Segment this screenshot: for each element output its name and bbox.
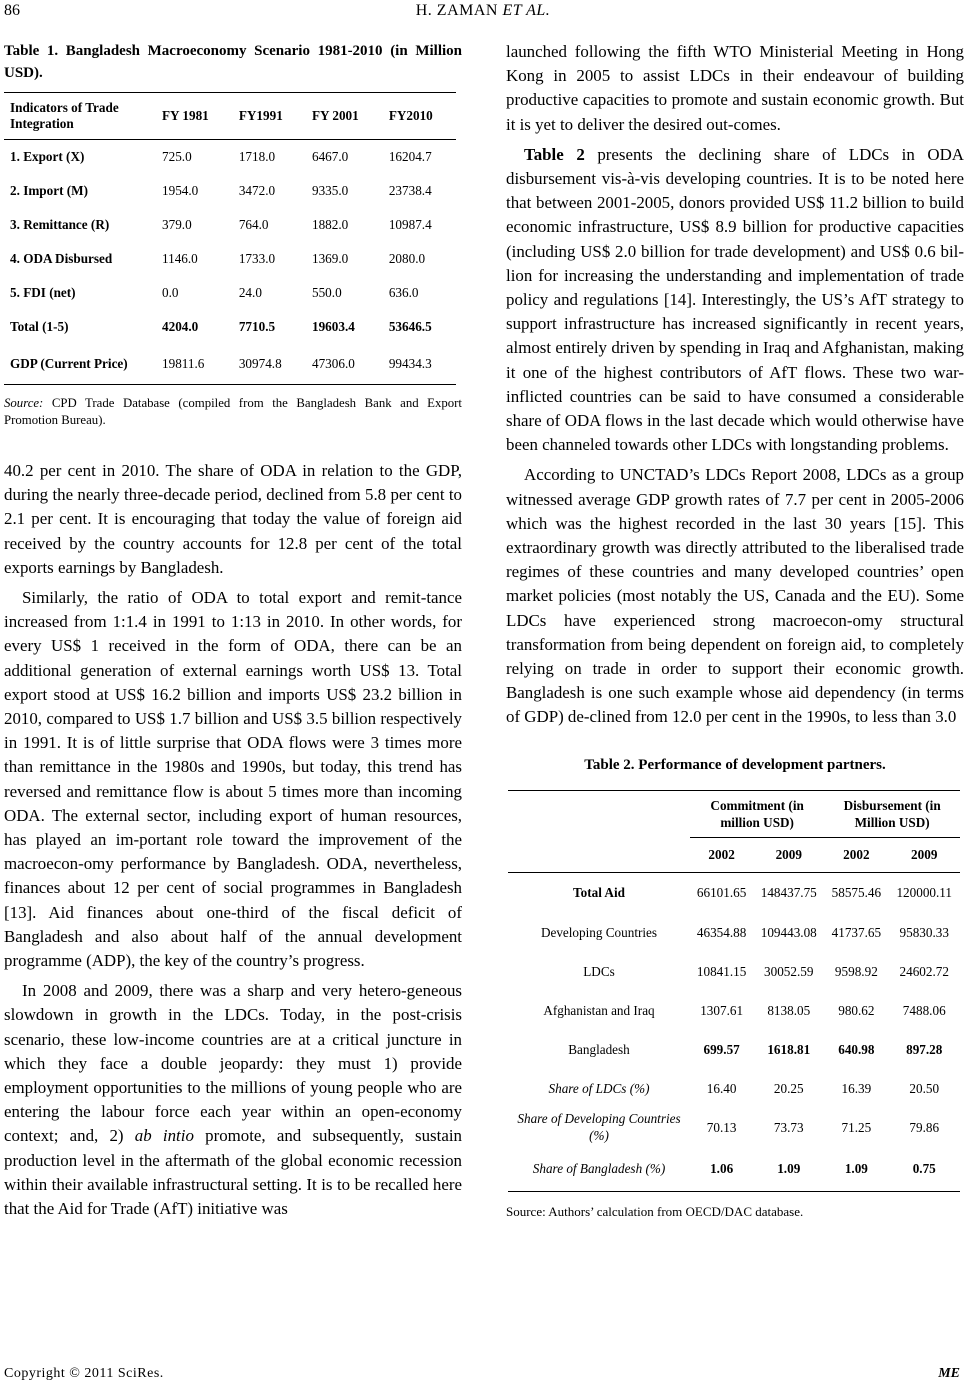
table2-year-header: 2002 <box>690 837 753 872</box>
table2-cell: 73.73 <box>773 1119 804 1135</box>
table2-cell: 0.75 <box>888 1147 960 1192</box>
table1-cell: 1882.0 <box>311 217 349 232</box>
table-row <box>508 952 960 991</box>
table2-cell: 120000.11 <box>896 885 952 901</box>
table1-cell: 19811.6 <box>156 344 233 385</box>
table2-cell: 10841.15 <box>696 963 747 979</box>
running-title <box>0 2 966 20</box>
table1-cell: 2. Import (M) <box>10 183 89 198</box>
running-title-authors: H. ZAMAN <box>415 2 498 19</box>
table-row <box>508 913 960 952</box>
table1-source-label: Source: <box>4 396 44 410</box>
table2-cell: 640.98 <box>838 1041 875 1057</box>
table2-row-label: Share of LDCs (%) <box>548 1080 650 1096</box>
table2-cell: 24602.72 <box>899 963 949 979</box>
table2-cell: 30052.59 <box>764 963 814 979</box>
table-row <box>508 1108 960 1147</box>
table1-cell: 1. Export (X) <box>10 149 85 164</box>
table1-cell: 1146.0 <box>162 251 198 266</box>
table1-cell: 2080.0 <box>388 251 426 266</box>
table1-cell: 636.0 <box>388 285 419 300</box>
running-title-etal: ET AL. <box>502 2 551 19</box>
table2-caption: Table 2. Performance of development partners. <box>584 756 886 773</box>
table1-cell: 6467.0 <box>311 149 349 164</box>
table1-col-header: FY 1981 <box>156 93 233 140</box>
right-column <box>506 40 964 1220</box>
table2-row-label: Share of Developing Countries (%) <box>517 1111 681 1144</box>
paragraph <box>506 143 964 458</box>
table-row <box>4 344 456 385</box>
table2-cell: 109443.08 <box>760 924 817 940</box>
paragraph: launched following the fifth WTO Ministerial Meeting in Hong Kong in 2005 to assist LDCs in their endeavour of building productive capacities to promote and sustain economic growth. But it is yet to deliver the desired out-comes. <box>506 42 964 134</box>
table-row <box>508 872 960 913</box>
table1-cell: 1718.0 <box>238 149 276 164</box>
table2-group-header: Commitment (in million USD) <box>690 790 824 837</box>
page-footer <box>0 1366 966 1386</box>
table2-row-label: Afghanistan and Iraq <box>543 1002 655 1018</box>
table2-year-header: 2002 <box>824 837 888 872</box>
table1-cell: 379.0 <box>162 217 192 232</box>
table1-cell: 99434.3 <box>383 344 456 385</box>
copyright-text: Copyright © 2011 SciRes. <box>4 1366 164 1381</box>
left-column <box>4 40 462 1221</box>
table1-cell: 23738.4 <box>388 183 432 198</box>
table2-source: Source: Authors’ calculation from OECD/DAC database. <box>506 1203 804 1219</box>
table-row <box>4 242 456 276</box>
table2-cell: 9598.92 <box>834 963 878 979</box>
left-body-text <box>4 459 462 1221</box>
table2-cell: 58575.46 <box>831 885 882 901</box>
table2-row-label: Bangladesh <box>568 1041 630 1057</box>
table1-cell: 19603.4 <box>311 319 355 334</box>
table-row <box>508 1069 960 1108</box>
table1 <box>4 92 456 385</box>
table1-cell: 1369.0 <box>311 251 349 266</box>
table1-cell: 16204.7 <box>388 149 432 164</box>
table1-cell: 9335.0 <box>311 183 349 198</box>
table2-cell: 16.39 <box>841 1080 872 1096</box>
table1-cell: 764.0 <box>238 217 269 232</box>
table2-cell: 46354.88 <box>696 924 747 940</box>
table2 <box>508 790 960 1192</box>
table2-cell: 1.09 <box>753 1147 824 1192</box>
paragraph: According to UNCTAD’s LDCs Report 2008, LDCs as a group witnessed average GDP growth rates of 7.7 per cent in 2005-2006 which was the highest recorded in the last 30 years [15]. This extraordinary growth was directly attributed to the liberalised trade regimes of these countries and many developed countries’ open market policies (most notably the US, Canada and the EU). Some LDCs have experienced strong macroecon-omy structural transformation from being dependent on foreign aid, to completely relying on trade in order to support their economic growth. Bangladesh is one such example whose aid dependency (in terms of GDP) de-clined from 12.0 per cent in the 1990s, to less than 3.0 <box>506 465 964 727</box>
table1-cell: 10987.4 <box>388 217 432 232</box>
table2-cell: 70.13 <box>706 1119 737 1135</box>
table2-cell: 20.50 <box>909 1080 940 1096</box>
table1-source-text: CPD Trade Database (compiled from the Bangladesh Bank and Export Promotion Bureau). <box>4 396 462 427</box>
table2-cell: 1.09 <box>824 1147 888 1192</box>
running-header <box>0 2 966 24</box>
table1-cell: 1733.0 <box>238 251 276 266</box>
table1-cell: 4. ODA Disbursed <box>10 251 113 266</box>
table2-cell: 79.86 <box>909 1119 940 1135</box>
table2-cell: 897.28 <box>906 1041 943 1057</box>
table1-cell: 3472.0 <box>238 183 276 198</box>
table1-col-header: FY1991 <box>233 93 306 140</box>
table2-empty-header <box>508 790 690 837</box>
table1-cell: 5. FDI (net) <box>10 285 76 300</box>
table-row <box>4 140 456 175</box>
table1-source <box>4 395 462 429</box>
table1-cell: 550.0 <box>311 285 342 300</box>
table2-row-label: Total Aid <box>573 885 625 901</box>
table2-cell: 1307.61 <box>700 1002 744 1018</box>
table1-cell: Total (1-5) <box>10 319 69 334</box>
table1-cell: 1954.0 <box>162 183 199 198</box>
table1-col-header: FY 2001 <box>306 93 383 140</box>
paragraph: 40.2 per cent in 2010. The share of ODA in relation to the GDP, during the nearly three-decade period, declined from 5.8 per cent to 2.1 per cent. It is encouraging that today the value of foreign aid received by the country accounts for 12.8 per cent of the total exports earnings by Bangladesh. <box>4 461 462 577</box>
table1-cell: 53646.5 <box>388 319 432 334</box>
table2-cell: 95830.33 <box>899 924 949 940</box>
table2-year-header: 2009 <box>753 837 824 872</box>
table2-cell: 1618.81 <box>767 1041 811 1057</box>
right-body-text <box>506 40 964 730</box>
table-row <box>508 1030 960 1069</box>
table2-cell: 71.25 <box>841 1119 872 1135</box>
paragraph <box>4 979 462 1221</box>
table-row <box>508 991 960 1030</box>
table2-cell: 16.40 <box>706 1080 737 1096</box>
table2-row-label: Developing Countries <box>540 924 658 940</box>
table2-cell: 8138.05 <box>767 1002 811 1018</box>
table1-cell: 47306.0 <box>306 344 383 385</box>
table-reference: Table 2 <box>524 144 585 164</box>
table2-cell: 699.57 <box>703 1041 740 1057</box>
table-row <box>4 276 456 310</box>
table1-cell: GDP (Current Price) <box>4 344 156 385</box>
table2-cell: 20.25 <box>773 1080 804 1096</box>
page-number: 86 <box>4 2 20 19</box>
table-row <box>508 1147 960 1192</box>
table2-cell: 7488.06 <box>902 1002 946 1018</box>
paragraph-text: promote, and subsequently, sustain production level in the aftermath of the global economic recession within their available infrastructural setting. It is to be recalled here that the Aid for Trade (AfT) initiative was <box>4 1126 462 1219</box>
table2-cell: 148437.75 <box>760 885 817 901</box>
table1-cell: 4204.0 <box>162 319 199 334</box>
paragraph-italic: ab intio <box>134 1126 194 1146</box>
table2-cell: 1.06 <box>690 1147 753 1192</box>
table2-cell: 980.62 <box>838 1002 875 1018</box>
table1-header-row <box>4 93 456 140</box>
table2-row-label: LDCs <box>583 963 615 979</box>
table2-year-header: 2009 <box>888 837 960 872</box>
journal-abbreviation: ME <box>938 1366 960 1381</box>
table1-caption: Table 1. Bangladesh Macroeconomy Scenario 1981-2010 (in Million USD). <box>4 43 462 81</box>
table-row <box>4 174 456 208</box>
table2-row-label: Share of Bangladesh (%) <box>508 1147 690 1192</box>
paragraph: Similarly, the ratio of ODA to total export and remit-tance increased from 1:1.4 in 1991 to 1:13 in 2010. In other words, for every US$ 1 received in the form of ODA, there can be an additional generation of external earnings worth US$ 13. Total export stood at US$ 16.2 billion and imports US$ 23.2 billion in 2010, compared to US$ 1.7 billion and US$ 3.5 billion respectively in 1991. It is of little surprise that ODA flows were 3 times more than remittance in the 1980s and 1990s, but today, this trend has reversed and remittance flow is about 5 times more than incoming ODA. The external sector, including export of human resources, has played an im-portant role toward the improvement of the macroecon-omy performance by Bangladesh. ODA, nevertheless, finances about 12 per cent of social programmes in Bangladesh [13]. Aid finances about one-third of the fiscal deficit of Bangladesh and also about half of the annual development programme (ADP), the key of the country’s progress. <box>4 588 462 971</box>
table1-cell: 3. Remittance (R) <box>10 217 110 232</box>
table-row <box>4 208 456 242</box>
table2-cell: 41737.65 <box>831 924 882 940</box>
table2-year-header-row <box>508 837 960 872</box>
table1-cell: 725.0 <box>162 149 192 164</box>
paragraph-text: In 2008 and 2009, there was a sharp and very hetero-geneous slowdown in growth in the LDCs. Today, in the post-crisis scenario, these low-income countries are at a critical juncture in which they face a double jeopardy: they must 1) provide employment opportunities to the millions of young people who are entering the labour force each year within an open-economy context; and, 2) <box>4 981 462 1146</box>
table1-col-header: Indicators of Trade Integration <box>4 93 156 140</box>
table1-col-header: FY2010 <box>383 93 456 140</box>
table2-cell: 66101.65 <box>696 885 747 901</box>
table1-cell: 24.0 <box>238 285 262 300</box>
table2-empty-header <box>508 837 690 872</box>
table2-group-header-row <box>508 790 960 837</box>
table-row <box>4 310 456 344</box>
paragraph-text: presents the declining share of LDCs in ODA disbursement vis-à-vis developing countries. It is to be noted here that between 2001-2005, donors provided US$ 11.2 billion to build economic infrastructure, US$ 8.9 billion for productive capacities (including US$ 2.0 billion for trade development) and US$ 0.6 bil-lion for increasing the understanding and implementation of trade policy and regulations [14]. Interestingly, the US’s AfT strategy to support infrastructure has increased significantly in recent years, almost entirely driven by spending in Iraq and Afghanistan, making it one of the highest contributors of AfT flows. These two war-inflicted countries can be said to have consumed a considerable share of ODA flows in the last decade which would otherwise have been channeled towards other LDCs with longstanding problems. <box>506 144 964 455</box>
table1-cell: 30974.8 <box>233 344 306 385</box>
table1-cell: 7710.5 <box>238 319 276 334</box>
table2-group-header: Disbursement (in Million USD) <box>824 790 960 837</box>
table1-cell: 0.0 <box>162 285 179 300</box>
